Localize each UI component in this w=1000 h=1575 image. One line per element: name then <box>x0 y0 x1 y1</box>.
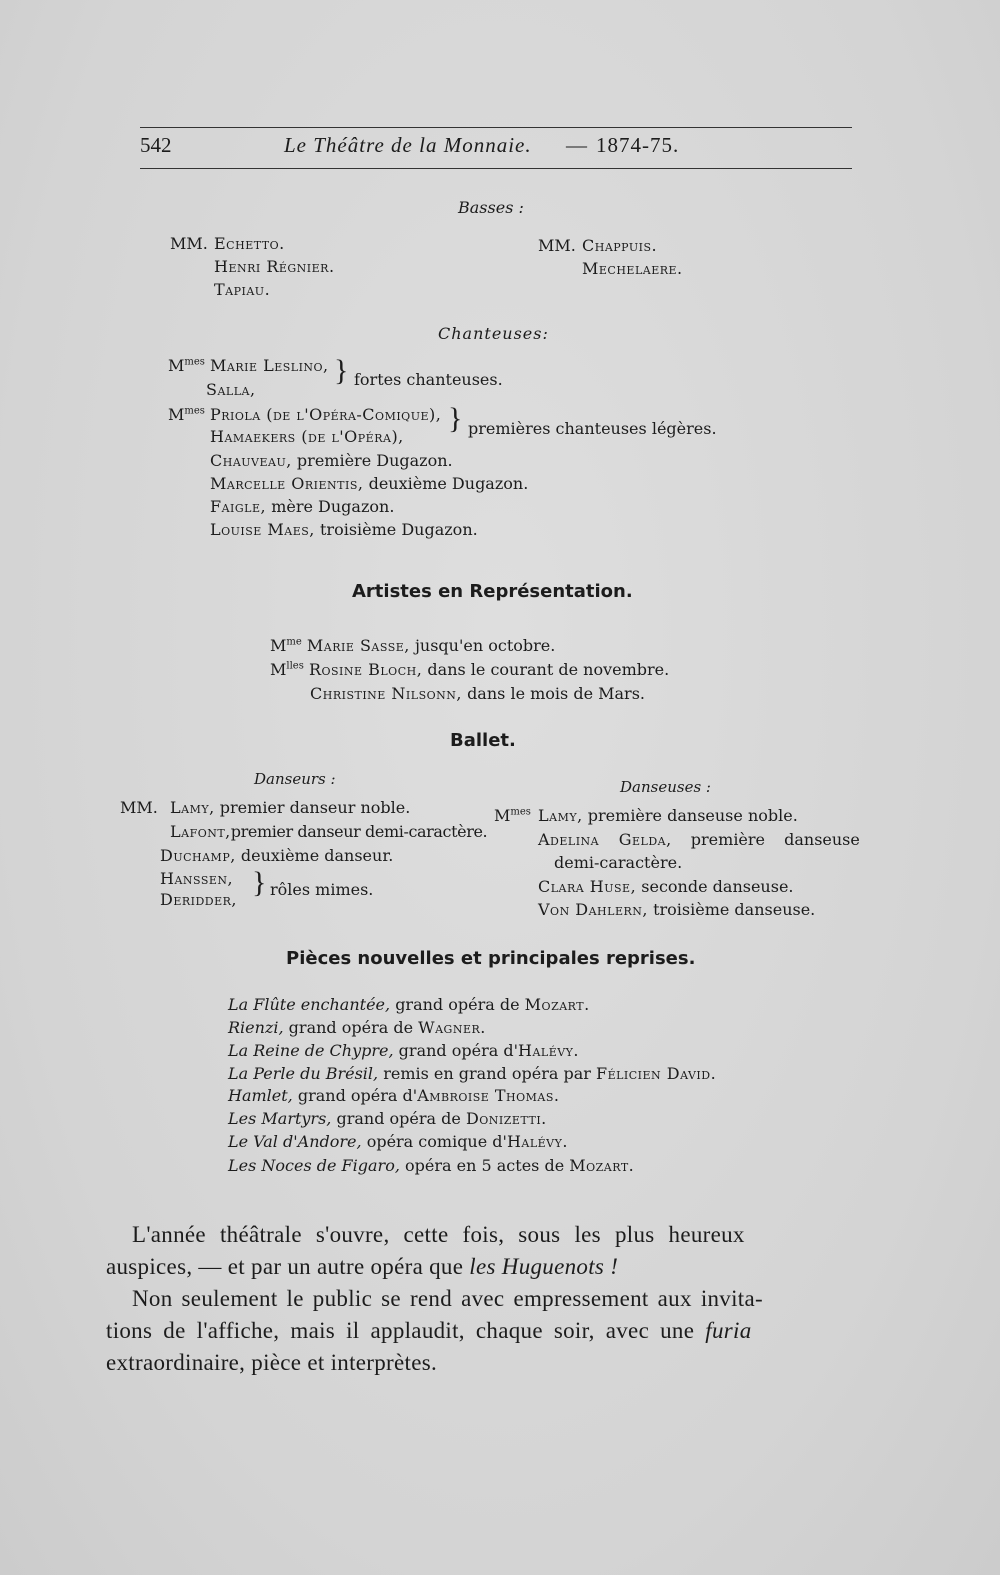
paragraph-line <box>106 1254 618 1280</box>
piece-text: grand opéra d' <box>297 1086 418 1105</box>
piece-title: Hamlet, <box>228 1086 293 1105</box>
danseuse-role: première danseuse <box>690 830 860 849</box>
basses-right-prefix: MM. <box>538 236 576 255</box>
header-years: 1874-75. <box>596 133 680 157</box>
danseur-row <box>170 798 410 817</box>
danseuse-row <box>538 900 815 919</box>
brace: } <box>252 866 267 899</box>
artiste-text: jusqu'en octobre. <box>414 636 556 655</box>
prefix-sup: me <box>286 636 302 648</box>
brace: } <box>448 402 463 435</box>
chanteuse-row <box>210 520 478 539</box>
paragraph-line <box>106 1318 752 1344</box>
piece-row <box>228 995 590 1014</box>
piece-text: grand opéra de <box>395 995 520 1014</box>
basses-left-prefix: MM. <box>170 234 208 253</box>
basse-name: Echetto. <box>214 234 285 253</box>
danseuse-name: Lamy, <box>538 806 583 825</box>
basse-name: Henri Régnier. <box>214 257 335 276</box>
piece-text: opéra en 5 actes de <box>405 1156 565 1175</box>
piece-row <box>228 1109 547 1128</box>
chanteuse-row <box>210 497 394 516</box>
artiste-text: dans le courant de novembre. <box>427 660 670 679</box>
piece-text: opéra comique d' <box>366 1132 507 1151</box>
piece-author: Ambroise Thomas. <box>417 1086 560 1105</box>
piece-row <box>228 1041 579 1060</box>
danseur-name: Lafont, <box>170 822 231 841</box>
paragraph-italic: les Huguenots ! <box>469 1254 619 1279</box>
chanteuse-role: première Dugazon. <box>296 451 453 470</box>
artiste-row <box>310 684 645 703</box>
danseuse-role: première danseuse noble. <box>587 806 798 825</box>
running-title <box>284 133 532 158</box>
piece-title: Le Val d'Andore, <box>228 1132 362 1151</box>
prefix-m: M <box>494 806 511 825</box>
danseur-role: premier danseur demi-caractère. <box>230 822 488 841</box>
danseur-name: Lamy, <box>170 798 215 817</box>
page-number: 542 <box>140 133 172 157</box>
piece-row <box>228 1156 634 1175</box>
chanteuses-g2-prefix <box>168 405 205 424</box>
danseuse-name: Von Dahlern, <box>538 900 648 919</box>
chanteuse-name: Chauveau, <box>210 451 292 470</box>
header-rule-top <box>140 127 852 128</box>
prefix-m: M <box>270 636 287 655</box>
basse-name: Mechelaere. <box>582 259 683 278</box>
artiste-name: Rosine Bloch, <box>308 660 423 679</box>
paragraph-italic: furia <box>705 1318 752 1343</box>
artiste-name: Marie Sasse, <box>306 636 410 655</box>
piece-text: grand opéra d' <box>398 1041 518 1060</box>
danseurs-prefix: MM. <box>120 798 158 817</box>
danseuses-heading: Danseuses : <box>620 778 711 796</box>
piece-text: remis en grand opéra par <box>383 1064 591 1083</box>
prefix-m: M <box>168 356 185 375</box>
chanteuse-name: Marcelle Orientis, <box>210 474 364 493</box>
chanteuse-name: Priola (de l'Opéra-Comique), <box>210 405 442 424</box>
mime-name: Hanssen, <box>160 869 234 888</box>
piece-author: Halévy. <box>506 1132 568 1151</box>
basses-heading: Basses : <box>458 198 524 217</box>
piece-title: Rienzi, <box>228 1018 284 1037</box>
chanteuses-g1-prefix <box>168 356 205 375</box>
danseuse-row <box>538 830 860 849</box>
chanteuse-row <box>210 451 453 470</box>
header-rule-bottom <box>140 168 852 169</box>
danseur-role: premier danseur noble. <box>219 798 411 817</box>
piece-author: Donizetti. <box>465 1109 547 1128</box>
mimes-role: rôles mimes. <box>270 880 374 899</box>
piece-author: Halévy. <box>518 1041 580 1060</box>
paragraph-line: Non seulement le public se rend avec empressement aux invita- <box>132 1286 763 1311</box>
piece-text: grand opéra de <box>288 1018 414 1037</box>
chanteuse-role: mère Dugazon. <box>271 497 395 516</box>
danseuse-name: Adelina Gelda, <box>538 830 672 849</box>
piece-text: grand opéra de <box>336 1109 461 1128</box>
danseuse-role: troisième danseuse. <box>653 900 816 919</box>
prefix-m: M <box>270 660 287 679</box>
chanteuses-g1-role: fortes chanteuses. <box>354 370 503 389</box>
piece-row <box>228 1086 560 1105</box>
artiste-name: Christine Nilsonn, <box>310 684 462 703</box>
brace: } <box>334 354 349 387</box>
prefix-sup: mes <box>184 356 205 368</box>
chanteuse-role: deuxième Dugazon. <box>368 474 529 493</box>
danseur-row <box>160 846 393 865</box>
prefix-sup: mes <box>184 405 205 417</box>
piece-title: La Reine de Chypre, <box>228 1041 394 1060</box>
chanteuse-role: troisième Dugazon. <box>319 520 478 539</box>
chanteuse-name: Salla, <box>206 380 256 399</box>
paragraph-line: extraordinaire, pièce et interprètes. <box>106 1350 438 1375</box>
basse-name: Tapiau. <box>214 280 271 299</box>
piece-author: Mozart. <box>524 995 590 1014</box>
danseur-role: deuxième danseur. <box>240 846 394 865</box>
danseuse-row <box>538 877 794 896</box>
chanteuses-g2-role: premières chanteuses légères. <box>468 419 717 438</box>
paragraph-text: tions de l'affiche, mais il applaudit, chaque soir, avec une <box>106 1318 706 1343</box>
piece-author: Félicien David. <box>595 1064 717 1083</box>
artistes-heading: Artistes en Représentation. <box>352 581 633 602</box>
artiste-text: dans le mois de Mars. <box>467 684 645 703</box>
piece-row <box>228 1132 568 1151</box>
mime-name: Deridder, <box>160 890 238 909</box>
danseur-row <box>170 822 487 841</box>
danseuse-row <box>554 853 682 872</box>
piece-row <box>228 1018 486 1037</box>
piece-title: Les Noces de Figaro, <box>228 1156 400 1175</box>
piece-title: La Perle du Brésil, <box>228 1064 379 1083</box>
pieces-heading: Pièces nouvelles et principales reprises. <box>286 948 696 969</box>
running-title-text: Le Théâtre de la Monnaie. <box>284 133 532 157</box>
chanteuse-name: Hamaekers (de l'Opéra), <box>210 427 404 446</box>
danseuse-role: demi-caractère. <box>554 853 683 872</box>
prefix-sup: lles <box>286 660 304 672</box>
prefix-m: M <box>168 405 185 424</box>
chanteuses-heading: Chanteuses: <box>438 324 549 343</box>
piece-title: Les Martyrs, <box>228 1109 332 1128</box>
header-dash: — <box>566 133 587 157</box>
piece-author: Mozart. <box>569 1156 635 1175</box>
paragraph-line: L'année théâtrale s'ouvre, cette fois, sous les plus heureux <box>132 1222 745 1247</box>
chanteuse-name: Marie Leslino, <box>210 356 329 375</box>
chanteuse-name: Faigle, <box>210 497 267 516</box>
piece-title: La Flûte enchantée, <box>228 995 391 1014</box>
danseuse-row <box>538 806 798 825</box>
artiste-row <box>270 636 555 655</box>
chanteuse-row <box>210 474 528 493</box>
danseur-name: Duchamp, <box>160 846 236 865</box>
piece-row <box>228 1064 716 1083</box>
chanteuse-name: Louise Maes, <box>210 520 315 539</box>
artiste-row <box>270 660 669 679</box>
paragraph-text: auspices, — et par un autre opéra que <box>106 1254 470 1279</box>
ballet-heading: Ballet. <box>450 730 516 751</box>
basse-name: Chappuis. <box>582 236 658 255</box>
danseuses-prefix <box>494 806 531 825</box>
danseurs-heading: Danseurs : <box>254 770 336 788</box>
prefix-sup: mes <box>510 806 531 818</box>
danseuse-name: Clara Huse, <box>538 877 637 896</box>
danseuse-role: seconde danseuse. <box>641 877 794 896</box>
piece-author: Wagner. <box>418 1018 486 1037</box>
